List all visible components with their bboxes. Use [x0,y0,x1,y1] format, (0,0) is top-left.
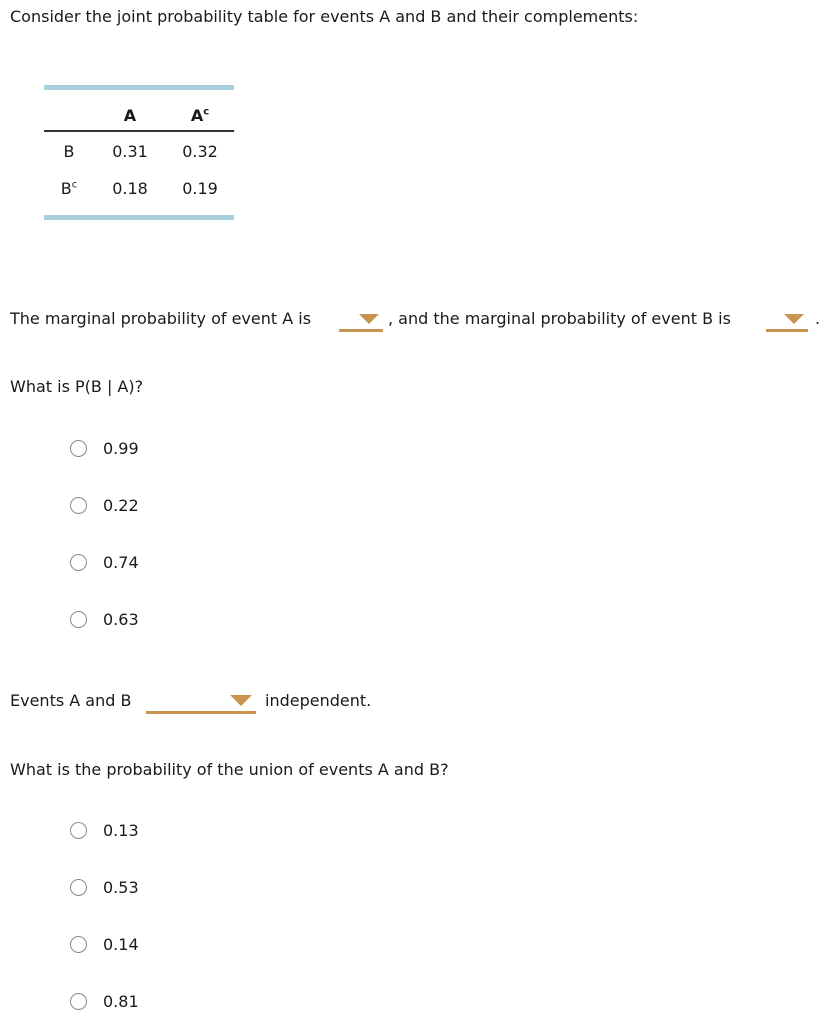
q2-option-label: 0.81 [103,992,139,1011]
marginal-a-dropdown[interactable] [339,307,383,332]
independence-text-1: Events A and B [10,691,132,710]
q1-option-label: 0.22 [103,496,139,515]
table-bottom-bar [44,215,234,220]
marginal-text-3: . [815,309,821,328]
q1-prompt: What is P(B | A)? [10,377,144,396]
intro-text: Consider the joint probability table for events A and B and their complements: [10,7,639,26]
q2-option-label: 0.13 [103,821,139,840]
radio-button[interactable] [70,936,87,953]
cell-bc-a: 0.18 [112,179,148,198]
q2-option-label: 0.14 [103,935,139,954]
chevron-down-icon [230,695,252,706]
q1-option-label: 0.99 [103,439,139,458]
row-header-b-complement: $B^c$ [60,179,78,198]
radio-button[interactable] [70,611,87,628]
q1-option-label: 0.63 [103,610,139,629]
q1-option-label: 0.74 [103,553,139,572]
radio-button[interactable] [70,440,87,457]
independence-text-2: independent. [265,691,372,710]
table-top-bar [44,85,234,90]
cell-b-a-complement: 0.32 [182,142,218,161]
marginal-b-dropdown[interactable] [766,307,808,332]
radio-button[interactable] [70,822,87,839]
independence-dropdown[interactable] [146,689,256,714]
chevron-down-icon [784,314,804,324]
radio-button[interactable] [70,497,87,514]
marginal-text-2: , and the marginal probability of event B is [388,309,731,328]
table-header-rule [44,130,234,132]
col-header-a-complement: $A^c$ [190,106,210,125]
radio-button[interactable] [70,879,87,896]
radio-button[interactable] [70,993,87,1010]
marginal-text-1: The marginal probability of event A is [10,309,312,328]
col-header-a: A [123,106,137,125]
q2-prompt: What is the probability of the union of events A and B? [10,760,449,779]
q2-option-label: 0.53 [103,878,139,897]
cell-bc-a-complement: 0.19 [182,179,218,198]
row-header-b: B [63,142,75,161]
chevron-down-icon [359,314,379,324]
radio-button[interactable] [70,554,87,571]
cell-b-a: 0.31 [112,142,148,161]
